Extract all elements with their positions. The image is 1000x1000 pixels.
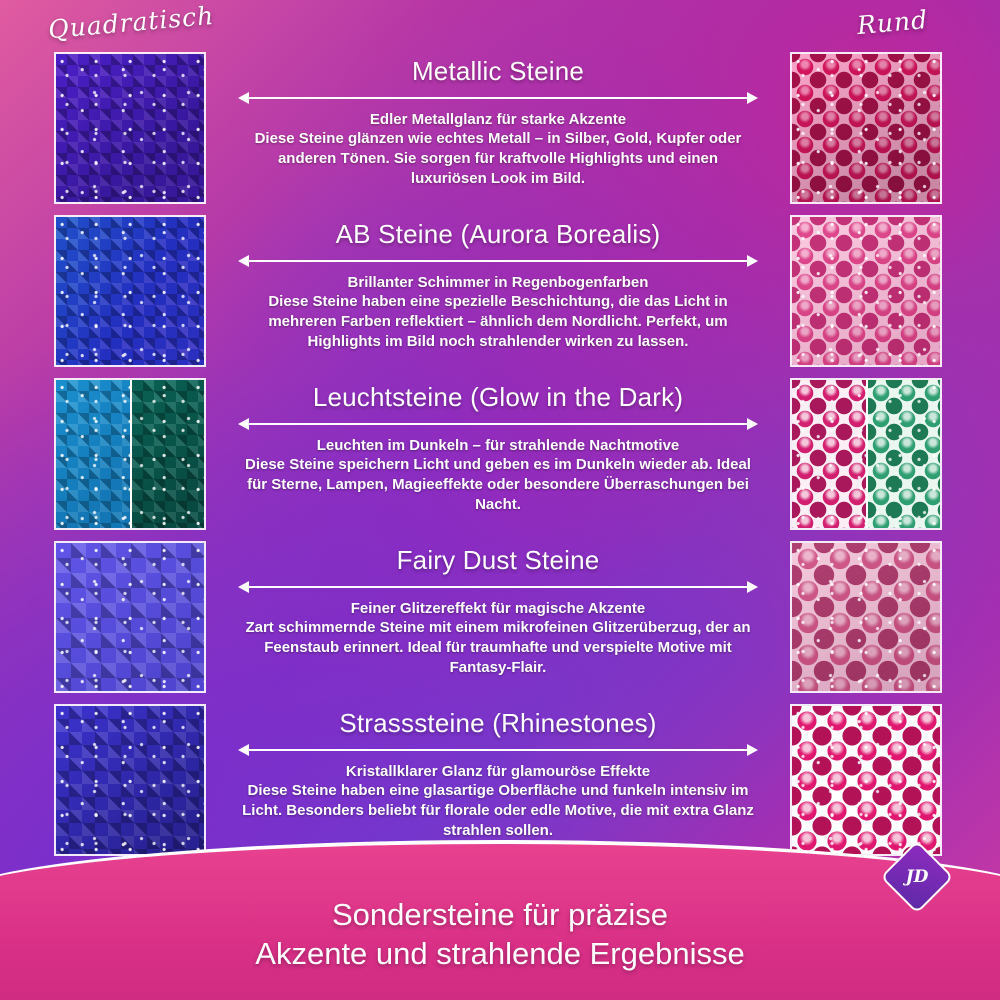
row-description: Diese Steine glänzen wie echtes Metall – in Silber, Gold, Kupfer oder anderen Tönen. Sie sorgen für kraftvolle Highlights und einen luxuriösen Look im Bild. [254,130,742,187]
stone-type-rows [0,52,1000,867]
rhinestone-text-block [206,704,790,840]
row-title: Leuchtsteine (Glow in the Dark) [312,382,684,412]
row-title: AB Steine (Aurora Borealis) [335,219,661,249]
row-title: Strasssteine (Rhinestones) [339,708,657,738]
logo-text: JD [905,867,929,887]
glow-round-thumbnail [790,378,942,530]
row-subtitle: Leuchten im Dunkeln – für strahlende Nachtmotive [316,437,680,454]
column-header-round: Rund [855,4,930,41]
double-arrow-icon [238,89,758,107]
row-title: Fairy Dust Steine [396,545,600,575]
metallic-round-thumbnail [790,52,942,204]
ab-square-thumbnail [54,215,206,367]
row-metallic [0,52,1000,215]
ab-text-block [206,215,790,351]
row-subtitle: Feiner Glitzereffekt für magische Akzente [350,600,646,617]
footer-line-2: Akzente und strahlende Ergebnisse [255,936,745,972]
row-subtitle: Edler Metallglanz für starke Akzente [369,111,627,128]
row-glow [0,378,1000,541]
double-arrow-icon [238,578,758,596]
fairy-dust-text-block [206,541,790,677]
rhinestone-round-thumbnail [790,704,942,856]
row-subtitle: Kristallklarer Glanz für glamouröse Effekte [345,763,651,780]
ab-round-thumbnail [790,215,942,367]
double-arrow-icon [238,415,758,433]
row-title: Metallic Steine [411,56,585,86]
row-description: Zart schimmernde Steine mit einem mikrofeinen Glitzerüberzug, der an Feenstaub erinnert. Ideal für traumhafte und verspielte Motive mit Fantasy-Flair. [245,619,751,676]
row-description: Diese Steine haben eine spezielle Beschichtung, die das Licht in mehreren Farben reflektiert – ähnlich dem Nordlicht. Perfekt, um Highlights im Bild noch strahlender wirken zu lassen. [268,293,728,350]
row-fairy-dust [0,541,1000,704]
row-description: Diese Steine haben eine glasartige Oberfläche und funkeln intensiv im Licht. Besonders beliebt für florale oder edle Motive, die mit extra Glanz strahlen sollen. [242,782,754,839]
glow-square-thumbnail [54,378,206,530]
rhinestone-square-thumbnail [54,704,206,856]
footer-text [0,895,1000,974]
column-header-square: Quadratisch [47,0,216,45]
metallic-square-thumbnail [54,52,206,204]
metallic-text-block [206,52,790,188]
double-arrow-icon [238,252,758,270]
row-ab [0,215,1000,378]
brand-logo [886,846,948,908]
row-subtitle: Brillanter Schimmer in Regenbogenfarben [347,274,649,291]
double-arrow-icon [238,741,758,759]
fairy-dust-round-thumbnail [790,541,942,693]
footer-line-1: Sondersteine für präzise [331,896,669,932]
glow-text-block [206,378,790,514]
fairy-dust-square-thumbnail [54,541,206,693]
row-description: Diese Steine speichern Licht und geben es im Dunkeln wieder ab. Ideal für Sterne, Lampen, Magieeffekte oder besondere Überraschungen bei Nacht. [245,456,751,513]
